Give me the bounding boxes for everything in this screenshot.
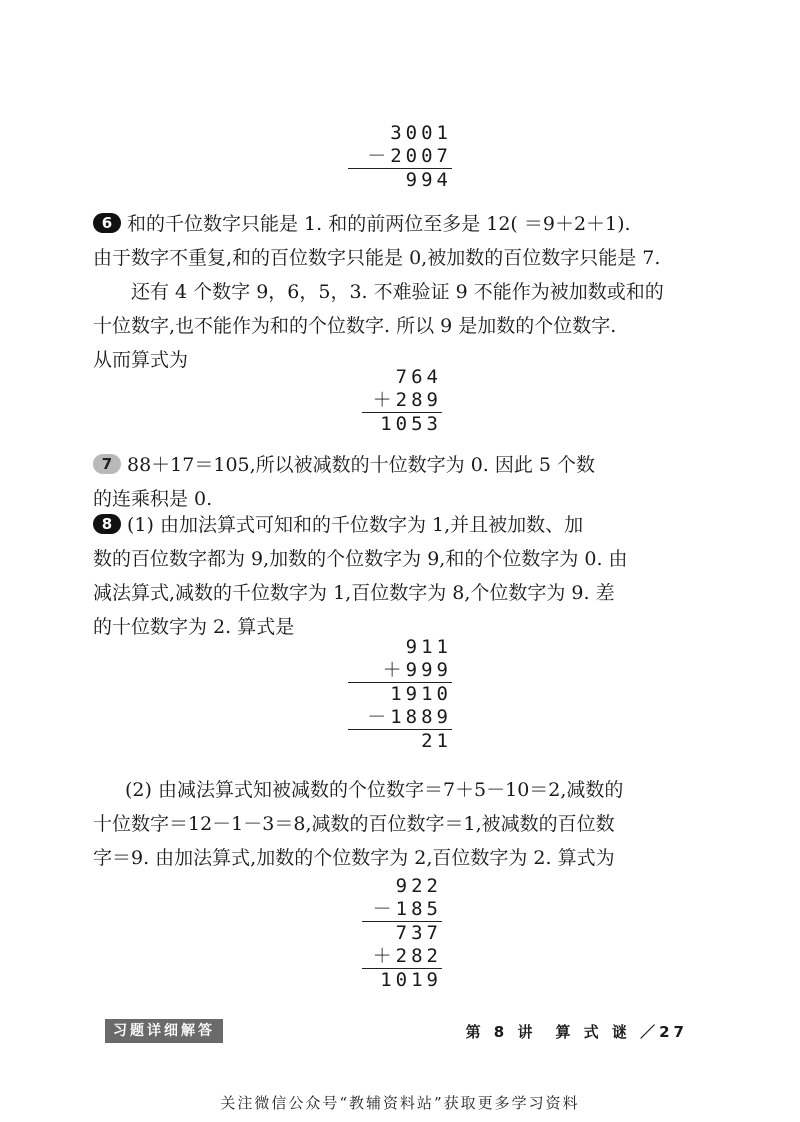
- calc-row: 994: [348, 168, 452, 192]
- calc-row: ＋999: [382, 659, 452, 681]
- calc-row: ＋282: [372, 945, 442, 967]
- calc-addition-subtraction-1: [348, 636, 452, 753]
- calc-row: 1053: [362, 412, 442, 436]
- text-line: 字＝9. 由加法算式,加数的个位数字为 2,百位数字为 2. 算式为: [93, 847, 615, 869]
- problem-number-badge: 7: [93, 454, 121, 474]
- solution-6: [93, 207, 708, 377]
- text-line: 从而算式为: [93, 349, 189, 371]
- solution-7: [93, 448, 708, 516]
- calc-row: 764: [395, 366, 442, 388]
- text-line: 十位数字＝12－1－3＝8,减数的百位数字＝1,被减数的百位数: [93, 813, 615, 835]
- text-line: (2) 由减法算式知被减数的个位数字＝7＋5－10＝2,减数的: [125, 779, 624, 801]
- text-line: 由于数字不重复,和的百位数字只能是 0,被加数的百位数字只能是 7.: [93, 247, 661, 269]
- page-header-number: 第 8 讲 算 式 谜 ／27: [465, 1023, 688, 1041]
- calc-row: 922: [395, 875, 442, 897]
- watermark-text: 关注微信公众号“教辅资料站”获取更多学习资料: [220, 1094, 580, 1112]
- calc-row: 737: [362, 921, 442, 945]
- calc-addition-1: [362, 366, 442, 436]
- solution-8-part-2: [93, 773, 708, 875]
- calc-row: 21: [348, 729, 452, 753]
- calc-row: ＋289: [372, 389, 442, 411]
- text-line: 的连乘积是 0.: [93, 488, 213, 510]
- text-line: [93, 448, 708, 482]
- text-span: (1) 由加法算式可知和的千位数字为 1,并且被加数、加: [127, 514, 584, 536]
- text-span: 和的千位数字只能是 1. 和的前两位至多是 12( ＝9＋2＋1).: [127, 213, 631, 235]
- text-line: 还有 4 个数字 9，6，5，3. 不难验证 9 不能作为被加数或和的: [131, 281, 664, 303]
- section-tag: 习题详细解答: [105, 1019, 223, 1043]
- calc-row: 1019: [362, 968, 442, 992]
- calc-row: 911: [405, 636, 452, 658]
- text-line: 十位数字,也不能作为和的个位数字. 所以 9 是加数的个位数字.: [93, 315, 617, 337]
- problem-number-badge: 8: [93, 514, 121, 534]
- calc-row: －185: [372, 898, 442, 920]
- calc-row: 1910: [348, 682, 452, 706]
- calc-row: －1889: [367, 706, 452, 728]
- text-line: [93, 207, 708, 241]
- text-span: 88＋17＝105,所以被减数的十位数字为 0. 因此 5 个数: [127, 454, 596, 476]
- text-line: 减法算式,减数的千位数字为 1,百位数字为 8,个位数字为 9. 差: [93, 582, 615, 604]
- calc-row: 3001: [390, 122, 452, 144]
- solution-8-part-1: [93, 508, 708, 644]
- calc-subtraction-addition-2: [362, 875, 442, 992]
- problem-number-badge: 6: [93, 213, 121, 233]
- text-line: 数的百位数字都为 9,加数的个位数字为 9,和的个位数字为 0. 由: [93, 548, 628, 570]
- text-line: [93, 508, 708, 542]
- text-line: 的十位数字为 2. 算式是: [93, 616, 295, 638]
- calc-row: －2007: [367, 145, 452, 167]
- calc-subtraction-1: [348, 122, 452, 192]
